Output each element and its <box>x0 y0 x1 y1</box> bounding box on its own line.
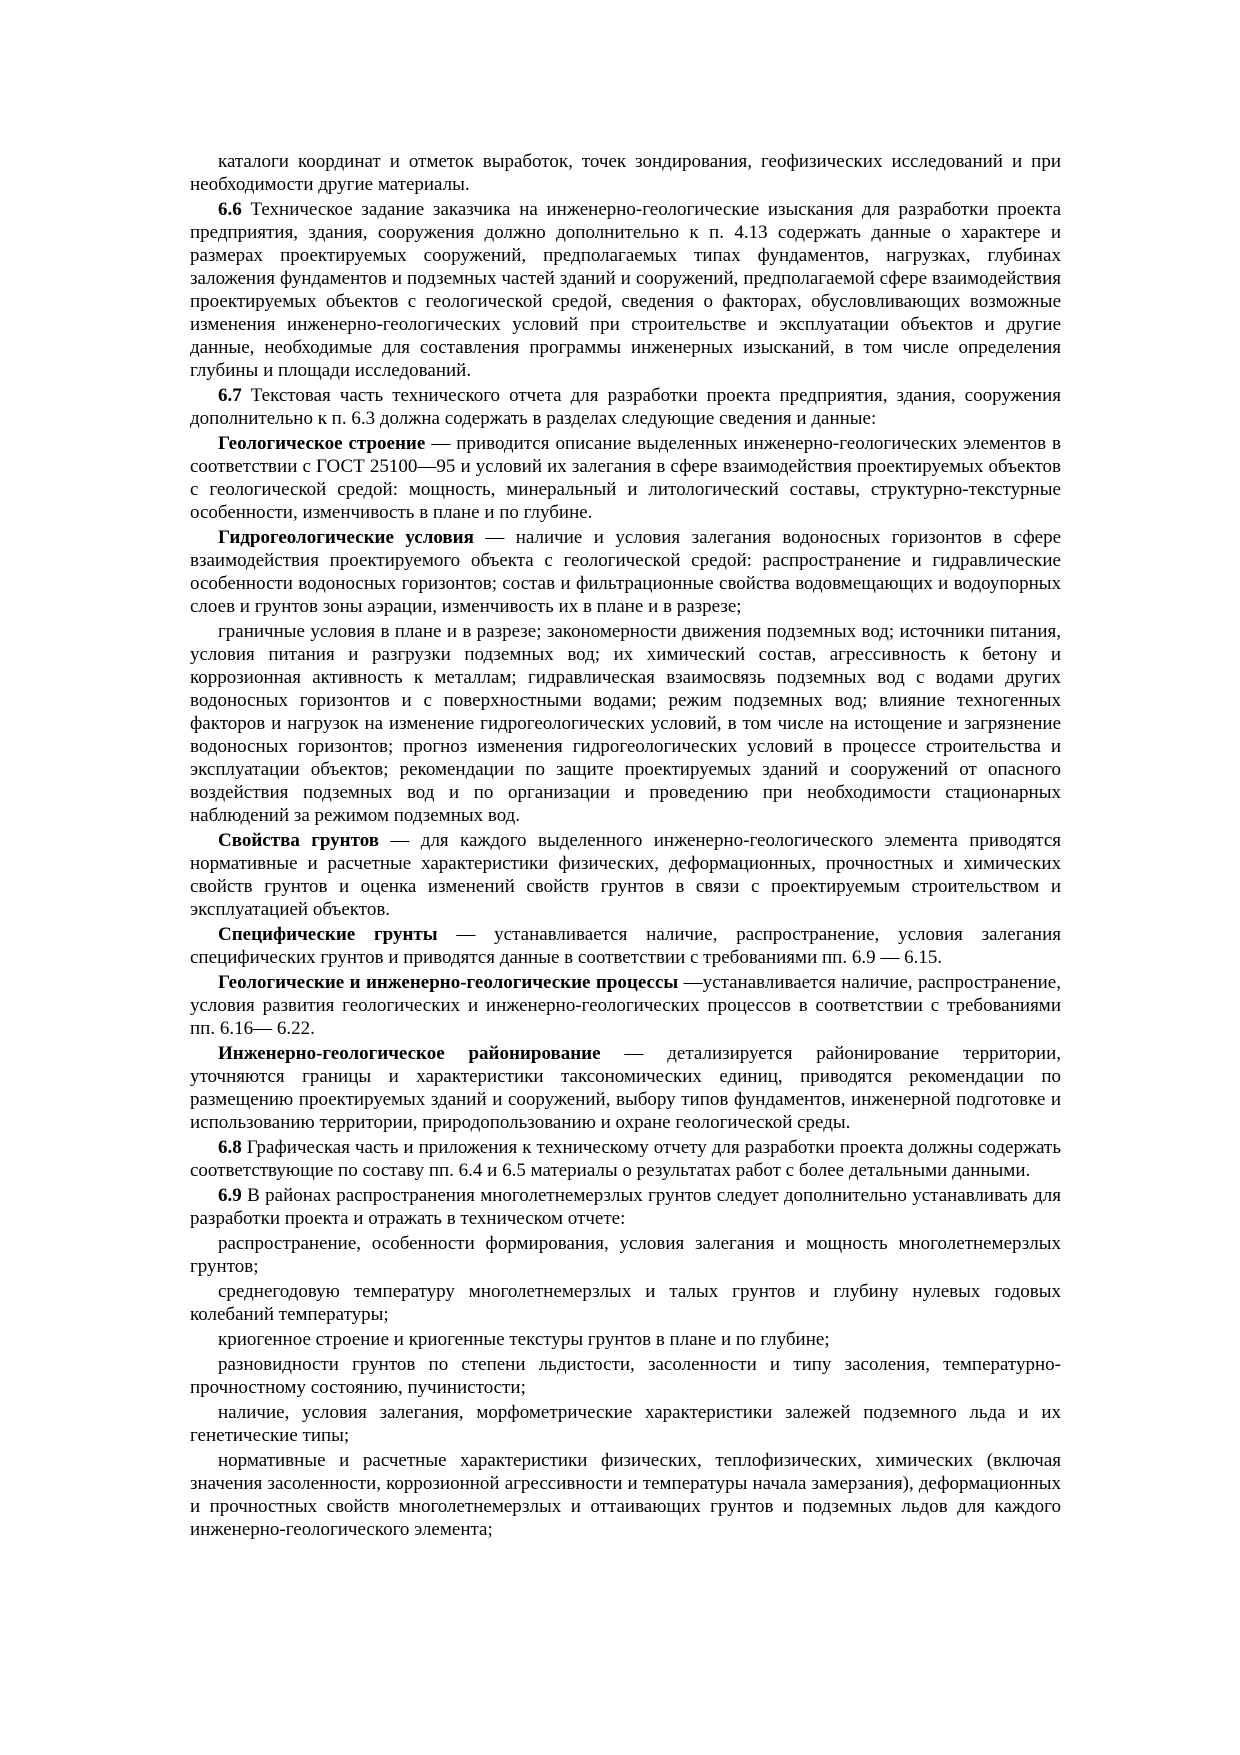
paragraph-text: — наличие и условия залегания водоносных горизонтов в сфере взаимодействия проектируемого объекта с геологической средой: распространение и гидравлические особенности водоносных горизонтов; состав и фильтрационные свойства водовмещающих и водоупорных слоев и грунтов зоны аэрации, изменчивость их в плане и в разрезе; <box>190 527 1061 617</box>
list-item-ground-ice <box>190 1401 1061 1447</box>
paragraph-text: Текстовая часть технического отчета для разработки проекта предприятия, здания, сооружения дополнительно к п. 6.3 должна содержать в разделах следующие сведения и данные: <box>190 385 1061 429</box>
paragraph-text: среднегодовую температуру многолетнемерзлых и талых грунтов и глубину нулевых годовых колебаний температуры; <box>190 1281 1061 1325</box>
paragraph-text: наличие, условия залегания, морфометрические характеристики залежей подземного льда и их генетические типы; <box>190 1402 1061 1446</box>
paragraph-number: 6.6 <box>218 199 242 220</box>
paragraph-text: —устанавливается наличие, распространение, условия развития геологических и инженерно-геологических процессов в соответствии с требованиями пп. 6.16— 6.22. <box>190 972 1061 1039</box>
paragraph-number: 6.8 <box>218 1137 242 1158</box>
section-term: Гидрогеологические условия <box>218 527 474 548</box>
section-term: Свойства грунтов <box>218 830 379 851</box>
paragraph-number: 6.9 <box>218 1185 242 1206</box>
list-item-distribution <box>190 1232 1061 1278</box>
list-item-soil-varieties <box>190 1353 1061 1399</box>
paragraph-6-6 <box>190 198 1061 382</box>
list-item-characteristics <box>190 1449 1061 1541</box>
paragraph-6-8 <box>190 1136 1061 1182</box>
section-term: Геологическое строение <box>218 433 426 454</box>
paragraph-text: каталоги координат и отметок выработок, точек зондирования, геофизических исследований и при необходимости другие материалы. <box>190 151 1061 195</box>
paragraph-text: разновидности грунтов по степени льдистости, засоленности и типу засоления, температурно-прочностному состоянию, пучинистости; <box>190 1354 1061 1398</box>
list-item-temperature <box>190 1280 1061 1326</box>
paragraph-text: криогенное строение и криогенные текстуры грунтов в плане и по глубине; <box>218 1329 830 1350</box>
paragraph-6-7 <box>190 384 1061 430</box>
paragraph-zoning <box>190 1042 1061 1134</box>
paragraph-text: Техническое задание заказчика на инженерно-геологические изыскания для разработки проекта предприятия, здания, сооружения должно дополнительно к п. 4.13 содержать данные о характере и размерах проектируемых сооружений, предполагаемых типах фундаментов, нагрузках, глубинах заложения фундаментов и подземных частей зданий и сооружений, предполагаемой сфере взаимодействия проектируемых объектов с геологической средой, сведения о факторах, обусловливающих возможные изменения инженерно-геологических условий при строительстве и эксплуатации объектов и другие данные, необходимые для составления программы инженерных изысканий, в том числе определения глубины и площади исследований. <box>190 199 1061 381</box>
paragraph-text: распространение, особенности формирования, условия залегания и мощность многолетнемерзлых грунтов; <box>190 1233 1061 1277</box>
paragraph-text: В районах распространения многолетнемерзлых грунтов следует дополнительно устанавливать для разработки проекта и отражать в техническом отчете: <box>190 1185 1061 1229</box>
paragraph-geological-structure <box>190 432 1061 524</box>
paragraph-geological-processes <box>190 971 1061 1040</box>
paragraph-text: — устанавливается наличие, распространение, условия залегания специфических грунтов и приводятся данные в соответствии с требованиями пп. 6.9 — 6.15. <box>190 924 1061 968</box>
paragraph-text: — для каждого выделенного инженерно-геологического элемента приводятся нормативные и расчетные характеристики физических, деформационных, прочностных и химических свойств грунтов и оценка изменений свойств грунтов в связи с проектируемым строительством и эксплуатацией объектов. <box>190 830 1061 920</box>
paragraph-soil-properties <box>190 829 1061 921</box>
paragraph-boundary-conditions <box>190 620 1061 827</box>
section-term: Геологические и инженерно-геологические процессы <box>218 972 679 993</box>
paragraph-text: Графическая часть и приложения к техническому отчету для разработки проекта должны содержать соответствующие по составу пп. 6.4 и 6.5 материалы о результатах работ с более детальными данными. <box>190 1137 1061 1181</box>
paragraph-6-9 <box>190 1184 1061 1230</box>
paragraph-text: — детализируется районирование территории, уточняются границы и характеристики таксономических единиц, приводятся рекомендации по размещению проектируемых зданий и сооружений, выбору типов фундаментов, инженерной подготовке и использованию территории, природопользованию и охране геологической среды. <box>190 1043 1061 1133</box>
paragraph-number: 6.7 <box>218 385 242 406</box>
paragraph-text: нормативные и расчетные характеристики физических, теплофизических, химических (включая значения засоленности, коррозионной агрессивности и температуры начала замерзания), деформационных и прочностных свойств многолетнемерзлых и оттаивающих грунтов и подземных льдов для каждого инженерно-геологического элемента; <box>190 1450 1061 1540</box>
section-term: Специфические грунты <box>218 924 438 945</box>
document-page <box>190 150 1061 1543</box>
paragraph-catalogs <box>190 150 1061 196</box>
paragraph-text: граничные условия в плане и в разрезе; закономерности движения подземных вод; источники питания, условия питания и разгрузки подземных вод; их химический состав, агрессивность к бетону и коррозионная активность к металлам; гидравлическая взаимосвязь подземных вод с водами других водоносных горизонтов и с поверхностными водами; режим подземных вод; влияние техногенных факторов и нагрузок на изменение гидрогеологических условий, в том числе на истощение и загрязнение водоносных горизонтов; прогноз изменения гидрогеологических условий в процессе строительства и эксплуатации объектов; рекомендации по защите проектируемых зданий и сооружений от опасного воздействия подземных вод и по организации и проведению при необходимости стационарных наблюдений за режимом подземных вод. <box>190 621 1061 826</box>
paragraph-text: — приводится описание выделенных инженерно-геологических элементов в соответствии с ГОСТ 25100—95 и условий их залегания в сфере взаимодействия проектируемых объектов с геологической средой: мощность, минеральный и литологический составы, структурно-текстурные особенности, изменчивость в плане и по глубине. <box>190 433 1062 523</box>
paragraph-specific-soils <box>190 923 1061 969</box>
paragraph-hydrogeological-conditions <box>190 526 1061 618</box>
section-term: Инженерно-геологическое районирование <box>218 1043 601 1064</box>
list-item-cryogenic-structure <box>190 1328 1061 1351</box>
